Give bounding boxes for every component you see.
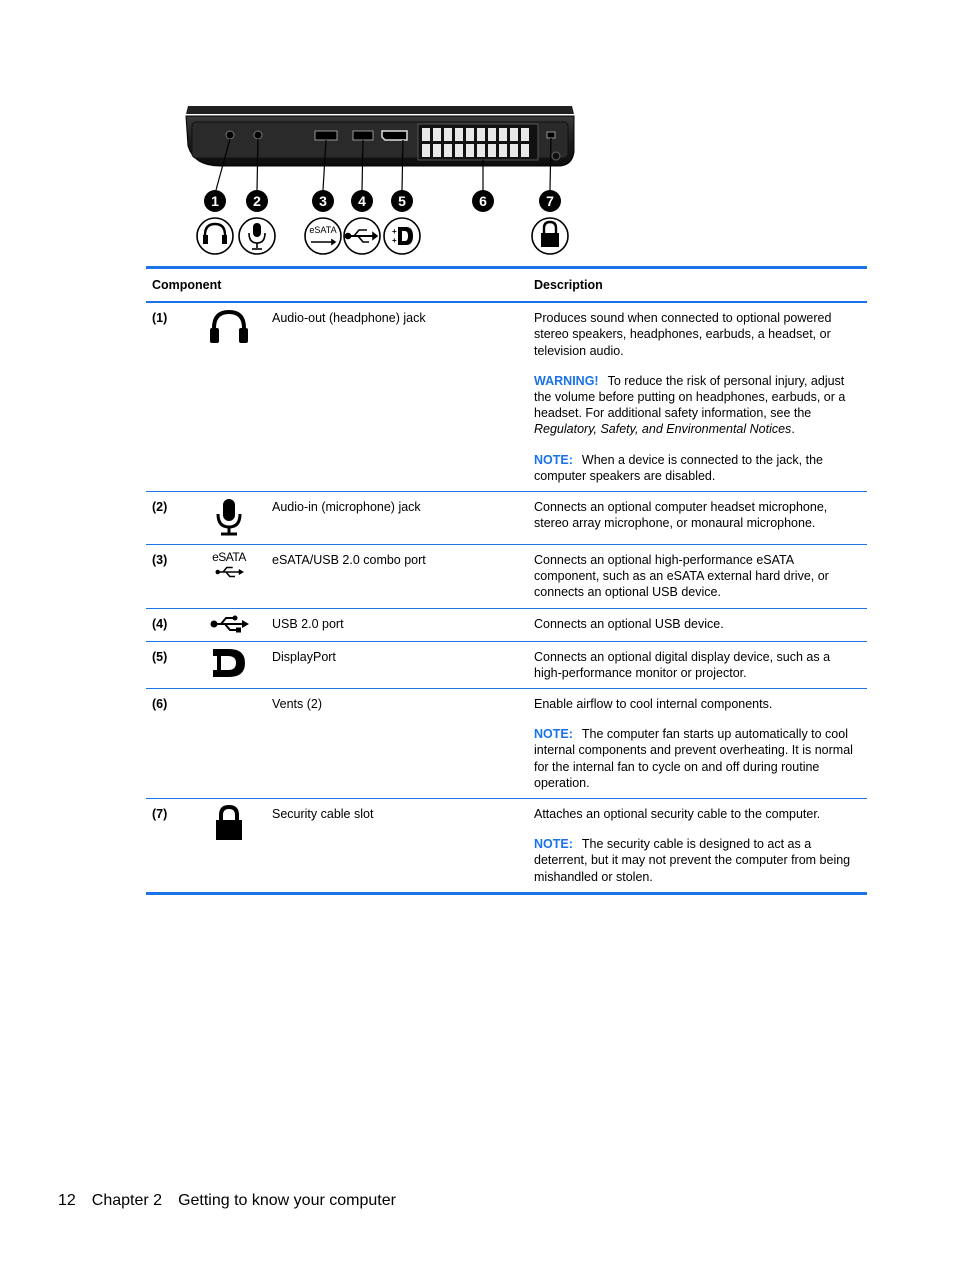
component-name: DisplayPort xyxy=(272,649,336,664)
callout-6 xyxy=(472,190,494,212)
row-number: (1) xyxy=(152,311,168,326)
headphone-icon xyxy=(197,218,233,254)
callout-3 xyxy=(312,190,334,212)
description-paragraph: Attaches an optional security cable to the computer. xyxy=(534,807,821,822)
table-row xyxy=(146,545,867,609)
row-number: (3) xyxy=(152,553,168,568)
note-paragraph: NOTE: The computer fan starts up automatically to cool internal components and prevent overheating. It is normal for the internal fan to cycle on and off during routine operation. xyxy=(534,727,853,790)
svg-text:2: 2 xyxy=(253,193,261,209)
note-label: NOTE: xyxy=(534,837,573,852)
esata-port xyxy=(315,131,337,140)
note-paragraph: NOTE: When a device is connected to the jack, the computer speakers are disabled. xyxy=(534,452,824,483)
component-description xyxy=(528,492,867,545)
vents xyxy=(418,124,538,160)
displayport-icon xyxy=(384,218,420,254)
svg-text:eSATA: eSATA xyxy=(309,225,337,235)
svg-text:6: 6 xyxy=(479,193,487,209)
page-number: 12 xyxy=(58,1192,76,1209)
svg-text:+: + xyxy=(392,236,397,245)
svg-text:1: 1 xyxy=(211,193,219,209)
component-name: Audio-out (headphone) jack xyxy=(272,311,426,326)
component-name: Vents (2) xyxy=(272,697,323,712)
esata-usb-icon xyxy=(305,218,341,254)
description-paragraph: Connects an optional computer headset microphone, stereo array microphone, or monaural microphone. xyxy=(534,500,828,531)
note-label: NOTE: xyxy=(534,452,573,467)
svg-text:3: 3 xyxy=(319,193,327,209)
row-number: (5) xyxy=(152,649,168,664)
component-description xyxy=(528,302,867,491)
note-paragraph: NOTE: The security cable is designed to act as a deterrent, but it may not prevent the computer from being mishandled or stolen. xyxy=(534,837,851,884)
callout-7 xyxy=(539,190,561,212)
component-description xyxy=(528,608,867,641)
callout-5 xyxy=(391,190,413,212)
row-number: (4) xyxy=(152,616,168,631)
svg-text:7: 7 xyxy=(546,193,554,209)
description-paragraph: Connects an optional digital display device, such as a high-performance monitor or projector. xyxy=(534,649,831,680)
esata-usb-icon xyxy=(192,545,266,609)
callout-1 xyxy=(204,190,226,212)
description-paragraph: Connects an optional USB device. xyxy=(534,616,724,631)
component-name: Audio-in (microphone) jack xyxy=(272,500,421,515)
headphone-icon xyxy=(192,302,266,491)
svg-text:+: + xyxy=(392,227,397,236)
table-header-row xyxy=(146,268,867,303)
table-row xyxy=(146,689,867,799)
usb-port xyxy=(353,131,373,140)
esata-label: eSATA xyxy=(212,550,246,565)
callout-2 xyxy=(246,190,268,212)
laptop-left-side-illustration xyxy=(180,100,580,260)
table-row xyxy=(146,492,867,545)
microphone-icon xyxy=(192,492,266,545)
row-number: (2) xyxy=(152,500,168,515)
table-row xyxy=(146,302,867,491)
displayport-icon xyxy=(192,641,266,688)
displayport-port xyxy=(382,131,407,140)
component-name: Security cable slot xyxy=(272,807,374,822)
note-paragraph: WARNING! To reduce the risk of personal injury, adjust the volume before putting on headphones, earbuds, or a headset. For additional safety information, see the Regulatory, Safety, and Environmental Notices. xyxy=(534,373,846,437)
microphone-icon xyxy=(239,218,275,254)
component-description xyxy=(528,641,867,688)
svg-text:5: 5 xyxy=(398,193,406,209)
chapter-label: Chapter 2 xyxy=(91,1192,163,1209)
usb-icon xyxy=(344,218,380,254)
callout-4 xyxy=(351,190,373,212)
note-label: NOTE: xyxy=(534,727,573,742)
document-reference: Regulatory, Safety, and Environmental Notices xyxy=(534,422,792,437)
page-footer xyxy=(58,1192,412,1210)
table-body xyxy=(146,302,867,893)
usb-icon xyxy=(192,608,266,641)
table-row xyxy=(146,641,867,688)
description-paragraph: Connects an optional high-performance eSATA component, such as an eSATA external hard drive, or connects an optional USB device. xyxy=(534,553,829,600)
table-row xyxy=(146,799,867,894)
header-component: Component xyxy=(152,278,222,292)
row-number: (6) xyxy=(152,697,168,712)
chapter-title: Getting to know your computer xyxy=(178,1192,396,1209)
row-number: (7) xyxy=(152,807,168,822)
component-name: eSATA/USB 2.0 combo port xyxy=(272,553,426,568)
component-table xyxy=(146,266,867,895)
table-row xyxy=(146,608,867,641)
component-description xyxy=(528,689,867,799)
warning-label: WARNING! xyxy=(534,373,599,388)
microphone-jack xyxy=(254,131,262,139)
component-description xyxy=(528,545,867,609)
no-icon xyxy=(192,689,266,799)
lock-icon xyxy=(532,218,568,254)
lock-icon xyxy=(192,799,266,894)
svg-text:4: 4 xyxy=(358,193,366,209)
description-paragraph: Produces sound when connected to optional powered stereo speakers, headphones, earbuds, a headset, or television audio. xyxy=(534,311,832,358)
description-paragraph: Enable airflow to cool internal components. xyxy=(534,697,773,712)
component-description xyxy=(528,799,867,894)
component-name: USB 2.0 port xyxy=(272,616,344,631)
header-description: Description xyxy=(534,278,603,292)
headphone-jack xyxy=(226,131,234,139)
